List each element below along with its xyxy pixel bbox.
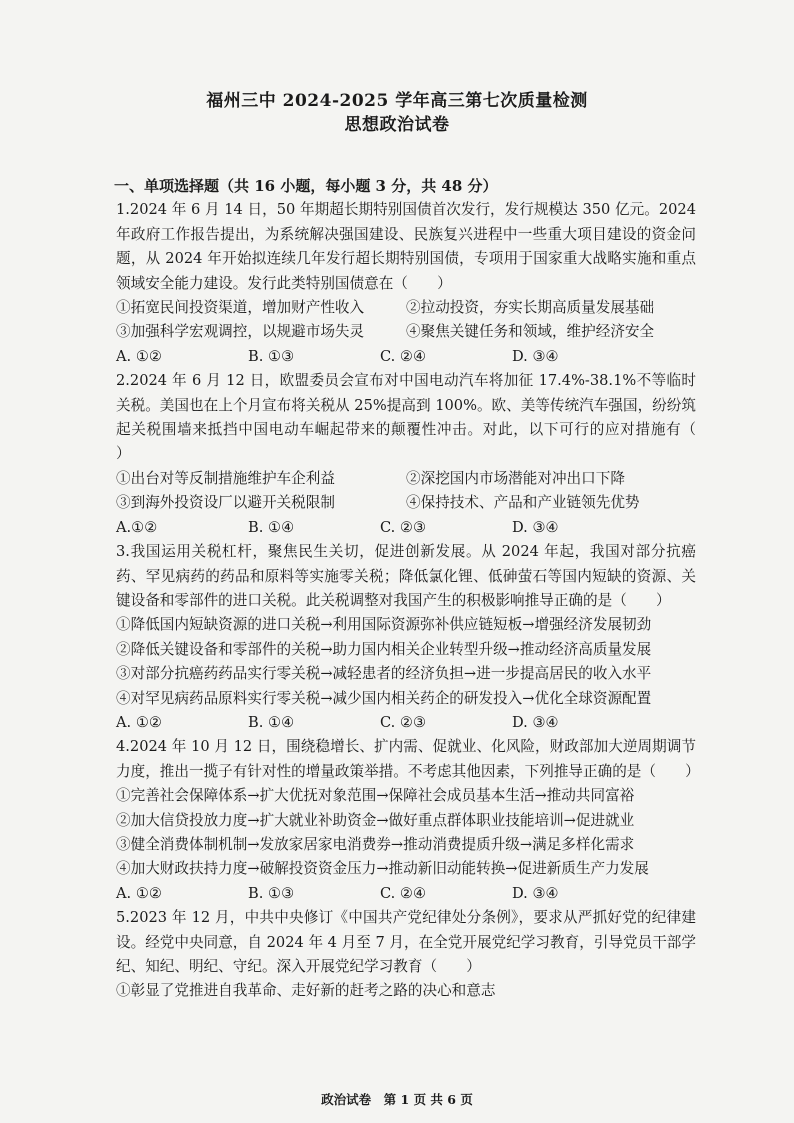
question-stem: 3.我国运用关税杠杆，聚焦民生关切，促进创新发展。从 2024 年起，我国对部分抗癌药、罕见病药的药品和原料等实施零关税；降低氯化锂、低砷萤石等国内短缺的资源、关键设备和零部件的进口关税。此关税调整对我国产生的积极影响推导正确的是（ ） [116, 543, 696, 609]
option-item: ④保持技术、产品和产业链领先优势 [406, 494, 640, 512]
page-footer: 政治试卷 第 1 页 共 6 页 [321, 1092, 473, 1107]
chain-item: ③健全消费体制机制→发放家居家电消费券→推动消费提质升级→满足多样化需求 [116, 835, 635, 853]
option-item: ④聚焦关键任务和领域，维护经济安全 [406, 323, 655, 341]
section-heading: 一、单项选择题（共 16 小题，每小题 3 分，共 48 分） [114, 177, 498, 195]
option-item: ③加强科学宏观调控，以规避市场失灵 [116, 323, 365, 341]
answer-choice: B. ①③ [248, 347, 295, 365]
answer-choice: A. ①② [116, 713, 162, 731]
question-stem: 5.2023 年 12 月，中共中央修订《中国共产党纪律处分条例》，要求从严抓好党的纪律建设。经党中央同意，自 2024 年 4 月至 7 月，在全党开展党纪学习教育，引导党员干部学纪、知纪、明纪、守纪。深入开展党纪学习教育（ ） [116, 909, 696, 975]
question-4 [116, 735, 700, 906]
option-list [116, 467, 696, 516]
option-item: ①拓宽民间投资渠道，增加财产性收入 [116, 299, 365, 317]
answer-choice: C. ②④ [380, 884, 427, 902]
chain-item: ②加大信贷投放力度→扩大就业补助资金→做好重点群体职业技能培训→促进就业 [116, 811, 635, 829]
question-2 [116, 369, 726, 540]
answer-choices [116, 516, 696, 540]
answer-choice: C. ②③ [380, 518, 427, 536]
chain-item: ①降低国内短缺资源的进口关税→利用国际资源弥补供应链短板→增强经济发展韧劲 [116, 616, 652, 634]
answer-choice: B. ①④ [248, 518, 295, 536]
answer-choices [116, 882, 696, 906]
chain-item: ④加大财政扶持力度→破解投资资金压力→推动新旧动能转换→促进新质生产力发展 [116, 860, 649, 878]
answer-choices [116, 711, 696, 735]
option-item: ②深挖国内市场潜能对冲出口下降 [406, 469, 625, 487]
chain-item: ③对部分抗癌药药品实行零关税→减轻患者的经济负担→进一步提高居民的收入水平 [116, 665, 652, 683]
question-stem: 2.2024 年 6 月 12 日，欧盟委员会宣布对中国电动汽车将加征 17.4%-38.1%不等临时关税。美国也在上个月宣布将关税从 25%提高到 100%。欧、美等传统汽车强国，纷纷筑起关税围墙来抵挡中国电动车崛起带来的颠覆性冲击。对此，以下可行的应对措施有（ ） [116, 372, 726, 463]
chain-item: ①彰显了党推进自我革命、走好新的赶考之路的决心和意志 [116, 982, 496, 1000]
question-stem: 1.2024 年 6 月 14 日，50 年期超长期特别国债首次发行，发行规模达 350 亿元。2024 年政府工作报告提出，为系统解决强国建设、民族复兴进程中一些重大项目建设的资金问题，从 2024 年开始拟连续几年发行超长期特别国债，专项用于国家重大战略实施和重点领域安全能力建设。发行此类特别国债意在（ ） [116, 201, 696, 292]
answer-choice: D. ③④ [512, 713, 559, 731]
question-1 [116, 198, 696, 369]
answer-choice: B. ①④ [248, 713, 295, 731]
answer-choice: D. ③④ [512, 884, 559, 902]
option-item: ②拉动投资，夯实长期高质量发展基础 [406, 299, 655, 317]
exam-subject: 思想政治试卷 [344, 115, 450, 135]
chain-item: ①完善社会保障体系→扩大优抚对象范围→保障社会成员基本生活→推动共同富裕 [116, 787, 635, 805]
question-5 [116, 906, 696, 1004]
chain-item: ④对罕见病药品原料实行零关税→减少国内相关药企的研发投入→优化全球资源配置 [116, 689, 652, 707]
answer-choices [116, 345, 696, 369]
answer-choice: A. ①② [116, 347, 162, 365]
option-list [116, 296, 696, 345]
answer-choice: C. ②④ [380, 347, 427, 365]
answer-choice: D. ③④ [512, 518, 559, 536]
question-3 [116, 540, 696, 735]
chain-item: ②降低关键设备和零部件的关税→助力国内相关企业转型升级→推动经济高质量发展 [116, 640, 652, 658]
option-item: ①出台对等反制措施维护车企利益 [116, 469, 335, 487]
option-item: ③到海外投资设厂以避开关税限制 [116, 494, 335, 512]
answer-choice: A.①② [116, 518, 158, 536]
question-stem: 4.2024 年 10 月 12 日，围绕稳增长、扩内需、促就业、化风险，财政部加大逆周期调节力度，推出一揽子有针对性的增量政策举措。不考虑其他因素，下列推导正确的是（ ） [116, 738, 700, 780]
answer-choice: D. ③④ [512, 347, 559, 365]
answer-choice: A. ①② [116, 884, 162, 902]
answer-choice: B. ①③ [248, 884, 295, 902]
exam-title: 福州三中 2024-2025 学年高三第七次质量检测 [206, 91, 588, 111]
answer-choice: C. ②③ [380, 713, 427, 731]
exam-content [114, 174, 726, 1004]
